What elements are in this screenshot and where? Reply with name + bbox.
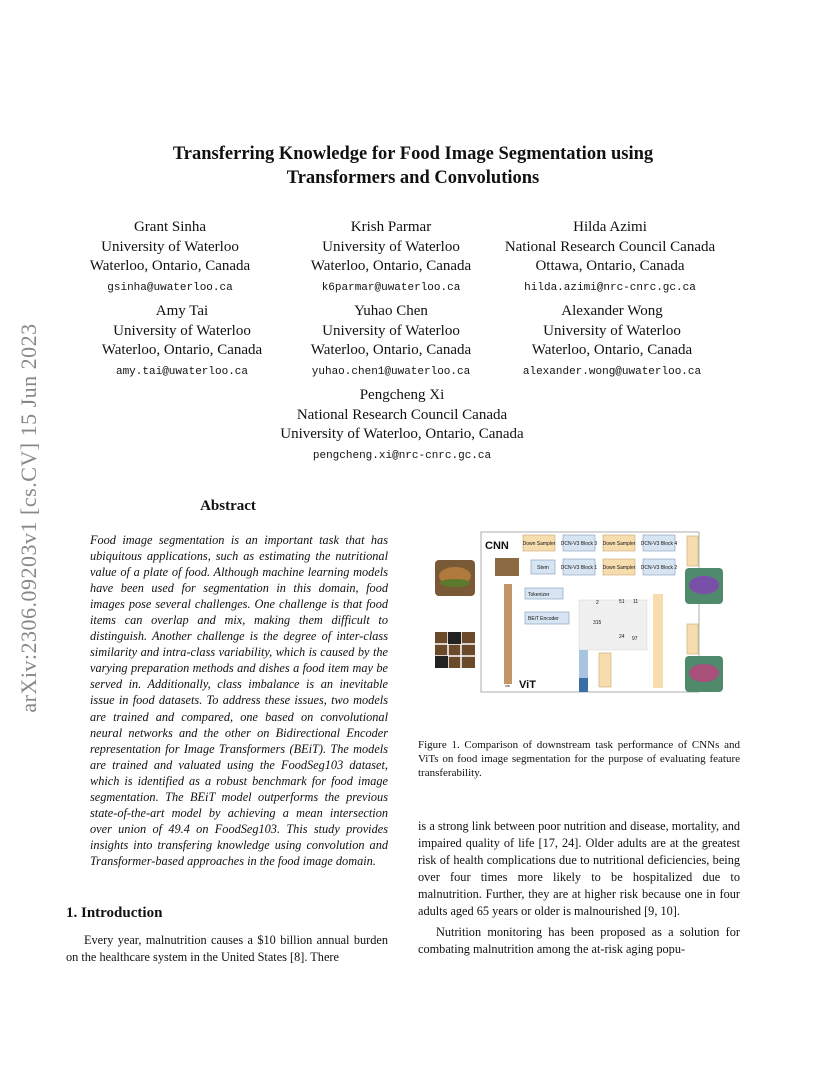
block-label: Stem [537,565,549,571]
segmentation-mask [689,576,719,594]
author-name: Alexander Wong [561,303,663,319]
beit-encoder-label: BEiT Encoder [528,616,559,622]
vit-label: ViT [519,679,536,691]
block-label: DCN-V3 Block 4 [640,541,678,547]
author-block [286,302,496,383]
author-name: Amy Tai [155,303,209,319]
block-label: DCN-V3 Block 3 [560,541,598,547]
task-layer-vit [687,624,698,654]
title-line-2: Transformers and Convolutions [286,168,540,188]
author-block [72,302,292,383]
output-token-column [653,594,663,688]
segmentation-mask [689,664,719,682]
author-location: Ottawa, Ontario, Canada [535,258,685,274]
author-email[interactable]: gsinha@uwaterloo.ca [107,281,233,294]
author-email[interactable]: hilda.azimi@nrc-cnrc.gc.ca [524,281,696,294]
author-location: Waterloo, Ontario, Canada [101,342,263,358]
author-affiliation: University of Waterloo [543,322,681,339]
figure-1-diagram [433,528,723,698]
author-location: Waterloo, Ontario, Canada [89,258,251,274]
token-id: 97 [632,636,638,642]
token-id: 51 [619,599,625,605]
burger-lettuce [440,579,470,587]
author-block [488,218,732,299]
block-label: Down Sampler [602,565,636,571]
author-name: Pengcheng Xi [359,387,445,403]
author-email[interactable]: yuhao.chen1@uwaterloo.ca [311,365,471,378]
blue-token-column-dark [579,678,588,692]
author-affiliation: National Research Council Canada [296,406,508,423]
token-id: 11 [633,599,639,605]
food-thumbnail [495,558,519,576]
image-patch-grid [435,632,475,668]
figure-1 [433,528,723,698]
author-block [276,218,506,299]
block-label: Down Sampler [602,541,636,547]
intro-paragraph: Nutrition monitoring has been proposed as a solution for combating malnutrition among the at-risk aging popu- [418,925,740,956]
intro-paragraph: is a strong link between poor nutrition and disease, mortality, and impaired quality of life [17, 24]. Older adults are at the greatest risk of health complications due to nutritional deficiencies, being over four times more likely to be hospitalized due to malnutrition. Further, they are at higher risk because one in four adults aged 65 years or older is malnourished [9, 10]. [418,819,740,918]
section-heading-introduction: 1. Introduction [66,905,163,921]
author-affiliation: University of Waterloo [101,238,239,255]
token-column [504,584,512,684]
author-name: Krish Parmar [350,219,432,235]
tokenizer-label: Tokenizer [528,592,550,598]
figure-caption: Figure 1. Comparison of downstream task performance of CNNs and ViTs on food image segmentation for the purpose of evaluating feature transferability. [418,739,740,779]
block-label: DCN-V3 Block 1 [560,565,598,571]
abstract-heading: Abstract [200,498,256,514]
token-grid [579,600,647,650]
arxiv-stamp-text: arXiv:2306.09203v1 [cs.CV] 15 Jun 2023 [16,323,41,713]
author-email[interactable]: amy.tai@uwaterloo.ca [115,365,249,378]
abstract-text: Food image segmentation is an important task that has ubiquitous applications, such as estimating the nutritional value of a plate of food. Although machine learning models have been used for segmentation in this domain, food images pose several challenges. One challenge is that food items can overlap and mix, making them difficult to distinguish. Another challenge is the degree of inter-class similarity and intra-class variability, which is caused by the varying preparation methods and dishes a food item may be served in. Additionally, class imbalance is an inevitable issue in food datasets. To address these issues, two models are trained and compared, one based on convolutional neural networks and the other on Bidirectional Encoder representation for Image Transformers (BEiT). The models are trained and valuated using the FoodSeg103 dataset, which is identified as a robust benchmark for food image segmentation. The BEiT model outperforms the previous state-of-the-art model by achieving a mean intersection over union of 49.4 on FoodSeg103. This study provides insights into transfering knowledge using convolution and Transformer-based approaches in the food image domain. [90,533,388,868]
cls-token: cls [505,683,510,688]
author-block [60,218,280,299]
author-email[interactable]: alexander.wong@uwaterloo.ca [522,365,702,378]
token-id: 24 [619,634,625,640]
author-email[interactable]: pengcheng.xi@nrc-cnrc.gc.ca [312,449,492,462]
author-email[interactable]: k6parmar@uwaterloo.ca [321,281,461,294]
task-layer-cnn [687,536,698,566]
block-mim-head [599,653,611,687]
cnn-label: CNN [485,540,509,552]
token-id: 2 [596,600,599,606]
intro-left-column [66,932,388,966]
author-location: Waterloo, Ontario, Canada [310,258,472,274]
arxiv-stamp [4,300,54,760]
author-name: Hilda Azimi [573,219,647,235]
block-label: Down Sampler [522,541,556,547]
author-affiliation: University of Waterloo [322,322,460,339]
author-block [252,386,552,467]
author-name: Yuhao Chen [354,303,428,319]
author-location: University of Waterloo, Ontario, Canada [280,426,524,442]
author-location: Waterloo, Ontario, Canada [310,342,472,358]
paper-title [60,142,766,190]
author-affiliation: University of Waterloo [322,238,460,255]
author-affiliation: National Research Council Canada [504,238,716,255]
author-name: Grant Sinha [133,219,207,235]
intro-right-column [418,818,740,958]
author-block [500,302,724,383]
intro-paragraph: Every year, malnutrition causes a $10 billion annual burden on the healthcare system in the United States [8]. There [66,933,388,964]
title-line-1: Transferring Knowledge for Food Image Segmentation using [172,144,654,164]
author-location: Waterloo, Ontario, Canada [531,342,693,358]
block-label: DCN-V3 Block 2 [640,565,678,571]
token-id: 315 [593,620,602,626]
author-affiliation: University of Waterloo [113,322,251,339]
